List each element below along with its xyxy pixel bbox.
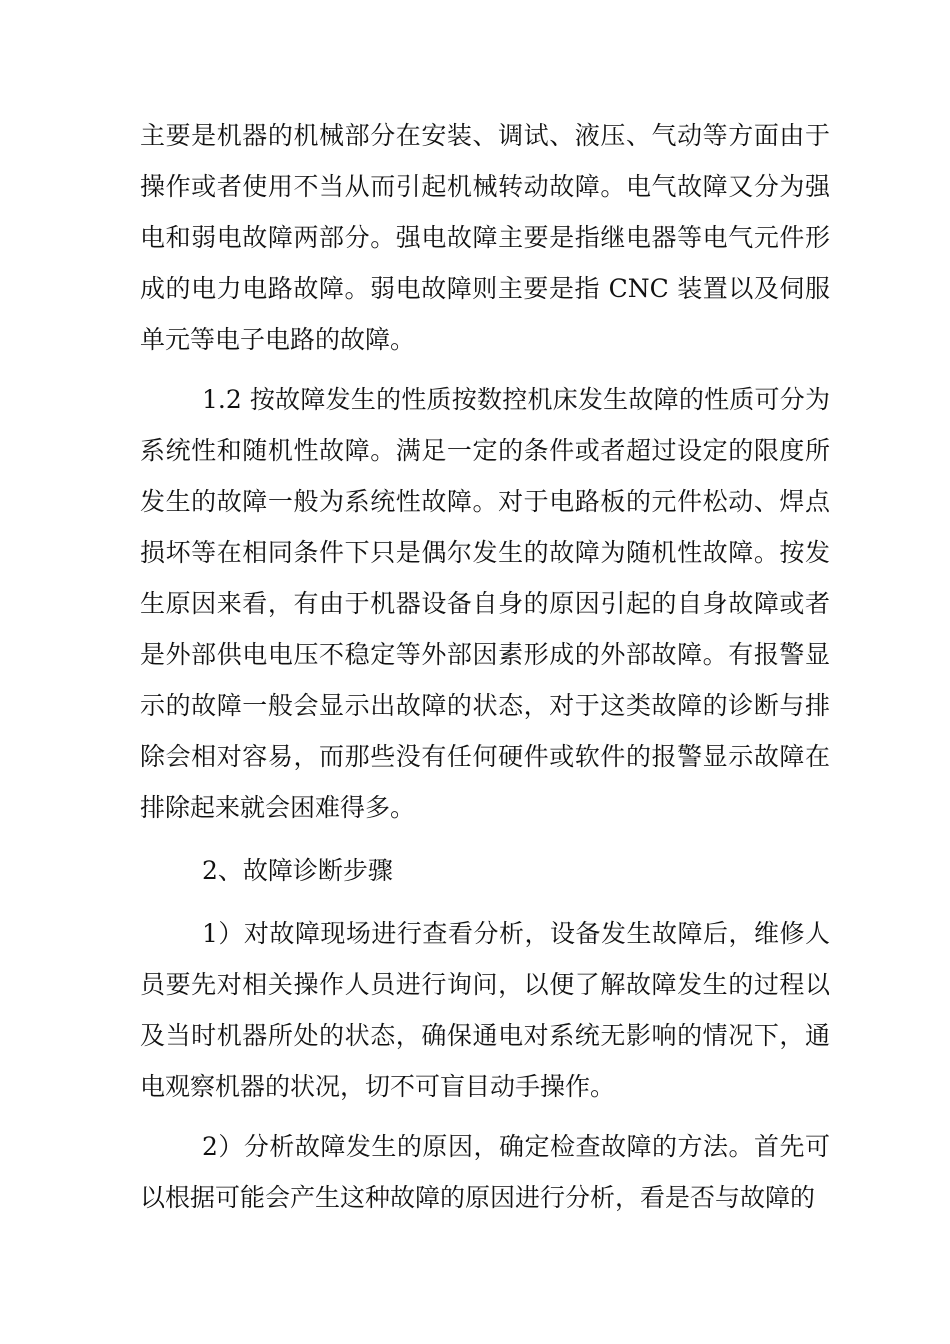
paragraph-step-1: 1）对故障现场进行查看分析，设备发生故障后，维修人员要先对相关操作人员进行询问，以便了解故障发生的过程以及当时机器所处的状态，确保通电对系统无影响的情况下，通电观察机器的状况，切不可盲目动手操作。: [140, 919, 830, 1101]
paragraph-fault-nature: 1.2 按故障发生的性质按数控机床发生故障的性质可分为系统性和随机性故障。满足一定的条件或者超过设定的限度所发生的故障一般为系统性故障。对于电路板的元件松动、焊点损坏等在相同条件下只是偶尔发生的故障为随机性故障。按发生原因来看，有由于机器设备自身的原因引起的自身故障或者是外部供电电压不稳定等外部因素形成的外部故障。有报警显示的故障一般会显示出故障的状态，对于这类故障的诊断与排除会相对容易，而那些没有任何硬件或软件的报警显示故障在排除起来就会困难得多。: [140, 385, 830, 822]
document-body: [140, 110, 830, 1223]
paragraph-step-2: 2）分析故障发生的原因，确定检查故障的方法。首先可以根据可能会产生这种故障的原因进行分析，看是否与故障的: [140, 1132, 830, 1212]
section-heading-diagnosis-steps: 2、故障诊断步骤: [202, 856, 393, 885]
paragraph-mechanical-electrical-faults: 主要是机器的机械部分在安装、调试、液压、气动等方面由于操作或者使用不当从而引起机械转动故障。电气故障又分为强电和弱电故障两部分。强电故障主要是指继电器等电气元件形成的电力电路故障。弱电故障则主要是指 CNC 装置以及伺服单元等电子电路的故障。: [140, 121, 830, 354]
